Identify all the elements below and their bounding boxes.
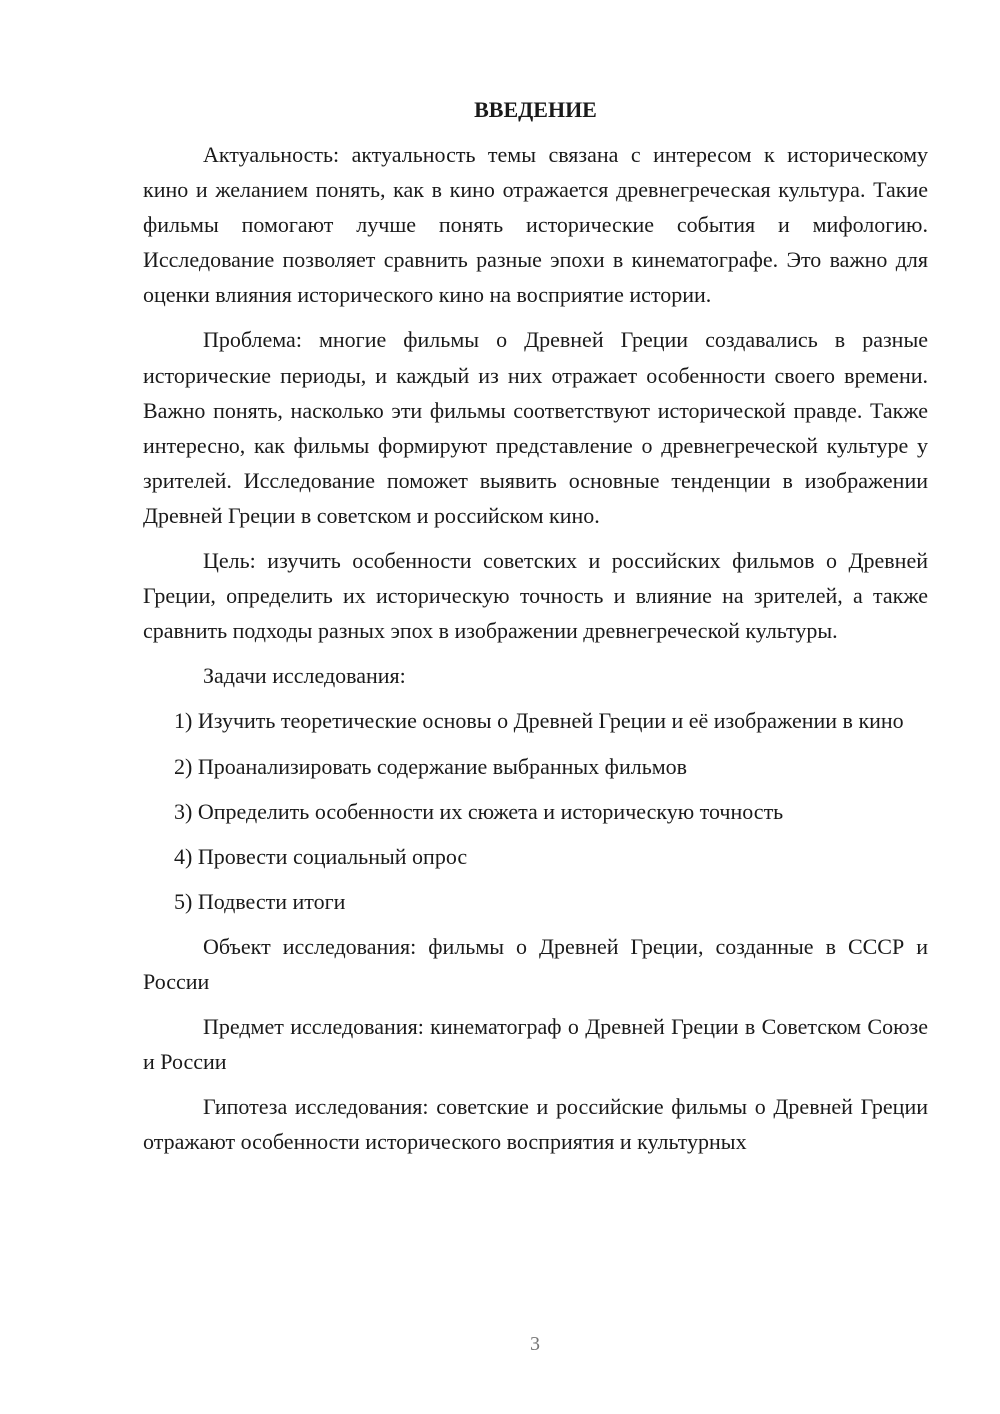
task-item: 2) Проанализировать содержание выбранных фильмов — [174, 753, 688, 779]
problem-paragraph: Проблема: многие фильмы о Древней Греции создавались в разные исторические периоды, и каждый из них отражает особенности своего времени. Важно понять, насколько эти фильмы соответствуют исторической правде. Также интересно, как фильмы формируют представление о древнегреческой культуре у зрителей. Исследование поможет выявить основные тенденции в изображении Древней Греции в советском и российском кино. — [143, 327, 928, 528]
tasks-title: Задачи исследования: — [203, 663, 406, 689]
page-number: 3 — [530, 1333, 540, 1355]
object-paragraph: Объект исследования: фильмы о Древней Греции, созданные в СССР и России — [143, 933, 928, 994]
subject-paragraph: Предмет исследования: кинематограф о Древней Греции в Советском Союзе и России — [143, 1014, 928, 1075]
task-item: 1) Изучить теоретические основы о Древней Греции и её изображении в кино — [174, 708, 904, 734]
task-item: 3) Определить особенности их сюжета и историческую точность — [174, 798, 784, 824]
tasks-list — [143, 703, 928, 918]
task-item: 5) Подвести итоги — [174, 888, 346, 914]
hypothesis-paragraph: Гипотеза исследования: советские и российские фильмы о Древней Греции отражают особенности исторического восприятия и культурных — [143, 1094, 928, 1155]
goal-paragraph: Цель: изучить особенности советских и российских фильмов о Древней Греции, определить их историческую точность и влияние на зрителей, а также сравнить подходы разных эпох в изображении древнегреческой культуры. — [143, 548, 928, 644]
section-heading: ВВЕДЕНИЕ — [474, 97, 597, 122]
document-page — [143, 94, 928, 1169]
relevance-paragraph: Актуальность: актуальность темы связана с интересом к историческому кино и желанием понять, как в кино отражается древнегреческая культура. Такие фильмы помогают лучше понять исторические события и мифологию. Исследование позволяет сравнить разные эпохи в кинематографе. Это важно для оценки влияния исторического кино на восприятие истории. — [143, 142, 928, 308]
task-item: 4) Провести социальный опрос — [174, 843, 468, 869]
